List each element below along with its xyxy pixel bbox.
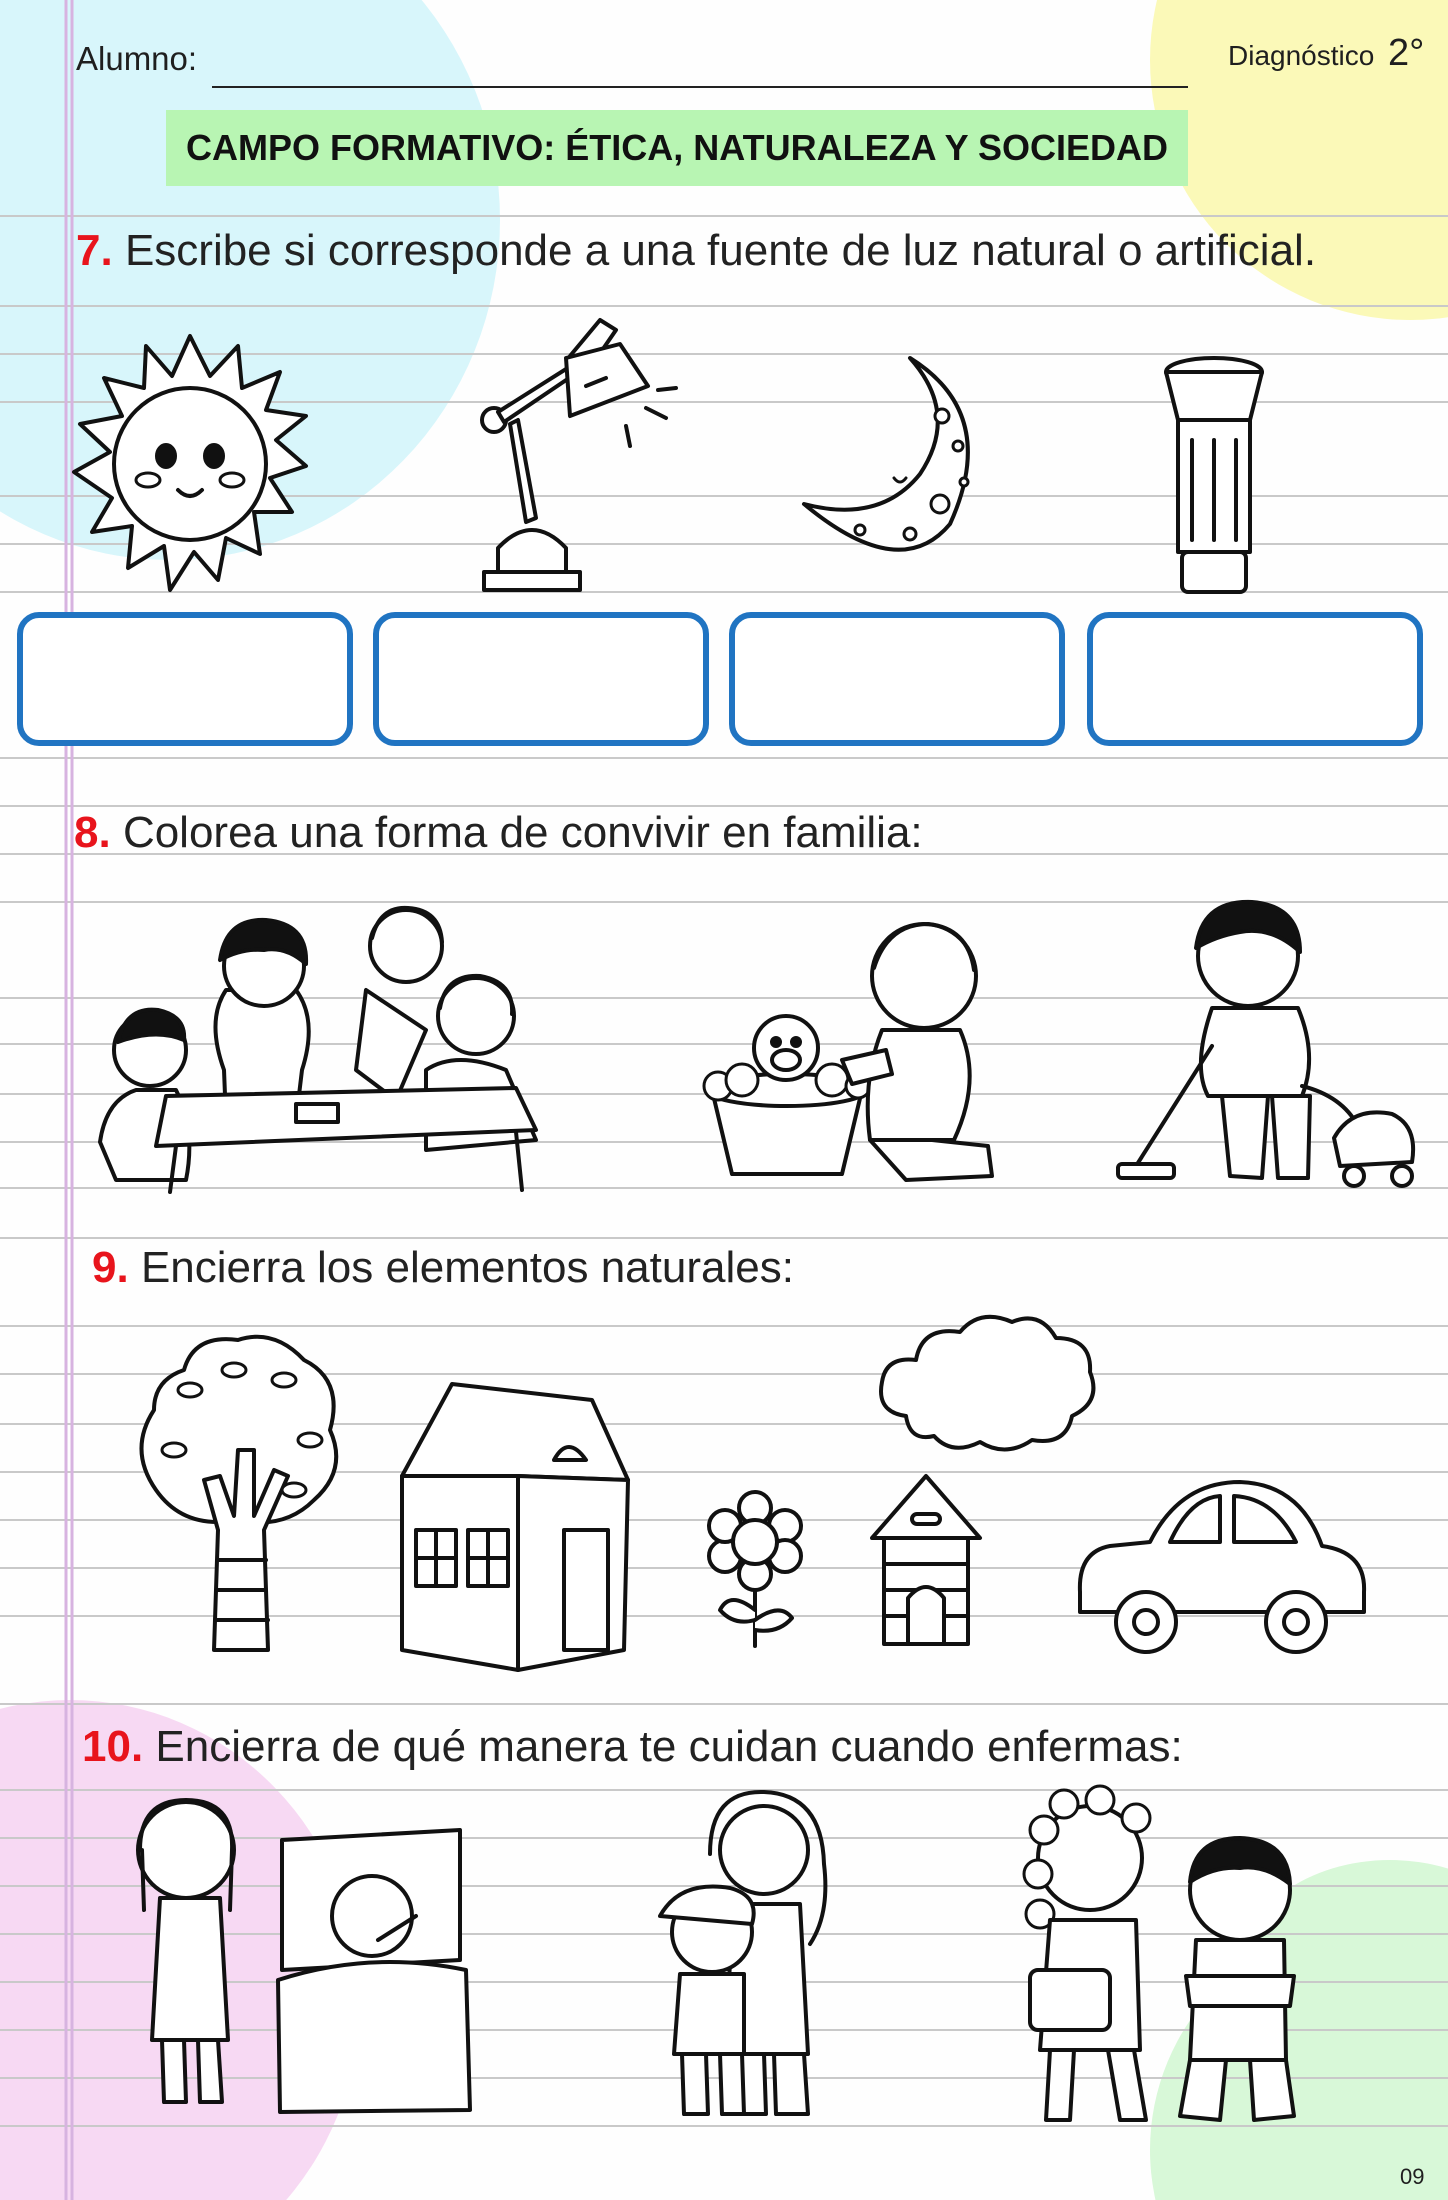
mother-comforting-child-illustration <box>640 1784 860 2120</box>
answer-box-sun[interactable] <box>17 612 353 746</box>
car-icon <box>1070 1472 1372 1654</box>
desk-lamp-icon <box>470 316 680 596</box>
answer-box-moon[interactable] <box>729 612 1065 746</box>
grade-label: 2° <box>1388 32 1425 74</box>
page-number: 09 <box>1400 2164 1425 2189</box>
question-10-number: 10. <box>82 1722 144 1771</box>
answer-box-flashlight[interactable] <box>1087 612 1423 746</box>
child-washing-dog-illustration <box>692 910 1002 1190</box>
doghouse-icon <box>868 1468 984 1648</box>
question-9-number: 9. <box>92 1243 129 1292</box>
question-8-number: 8. <box>74 808 111 857</box>
question-7-number: 7. <box>76 226 113 275</box>
family-board-game-illustration <box>96 890 556 1196</box>
student-name-label: Alumno: <box>76 40 198 77</box>
question-9 <box>92 1243 794 1293</box>
question-10-text: Encierra de qué manera te cuidan cuando enfermas: <box>155 1722 1183 1771</box>
flashlight-icon <box>1156 350 1272 598</box>
girl-vacuuming-illustration <box>1112 886 1418 1198</box>
question-7 <box>76 226 1316 276</box>
tree-icon <box>134 1330 342 1652</box>
moon-icon <box>790 354 990 578</box>
sitting-adult-and-sad-child-illustration <box>990 1790 1320 2126</box>
question-7-text: Escribe si corresponde a una fuente de luz natural o artificial. <box>124 226 1317 275</box>
mother-caring-sick-child-in-bed-illustration <box>120 1790 480 2120</box>
student-name-line[interactable] <box>212 86 1188 88</box>
banner-title: CAMPO FORMATIVO: ÉTICA, NATURALEZA Y SOCIEDAD <box>185 127 1168 168</box>
question-10 <box>82 1722 1183 1772</box>
diagnostic-label: Diagnóstico <box>1228 40 1375 71</box>
answer-box-lamp[interactable] <box>373 612 709 746</box>
subject-banner <box>166 110 1188 186</box>
cloud-icon <box>876 1306 1102 1458</box>
question-8-text: Colorea una forma de convivir en familia: <box>122 808 923 857</box>
question-9-text: Encierra los elementos naturales: <box>140 1243 794 1292</box>
question-8 <box>74 808 923 858</box>
house-icon <box>392 1380 636 1670</box>
flower-icon <box>700 1490 810 1650</box>
sun-icon <box>70 332 310 602</box>
